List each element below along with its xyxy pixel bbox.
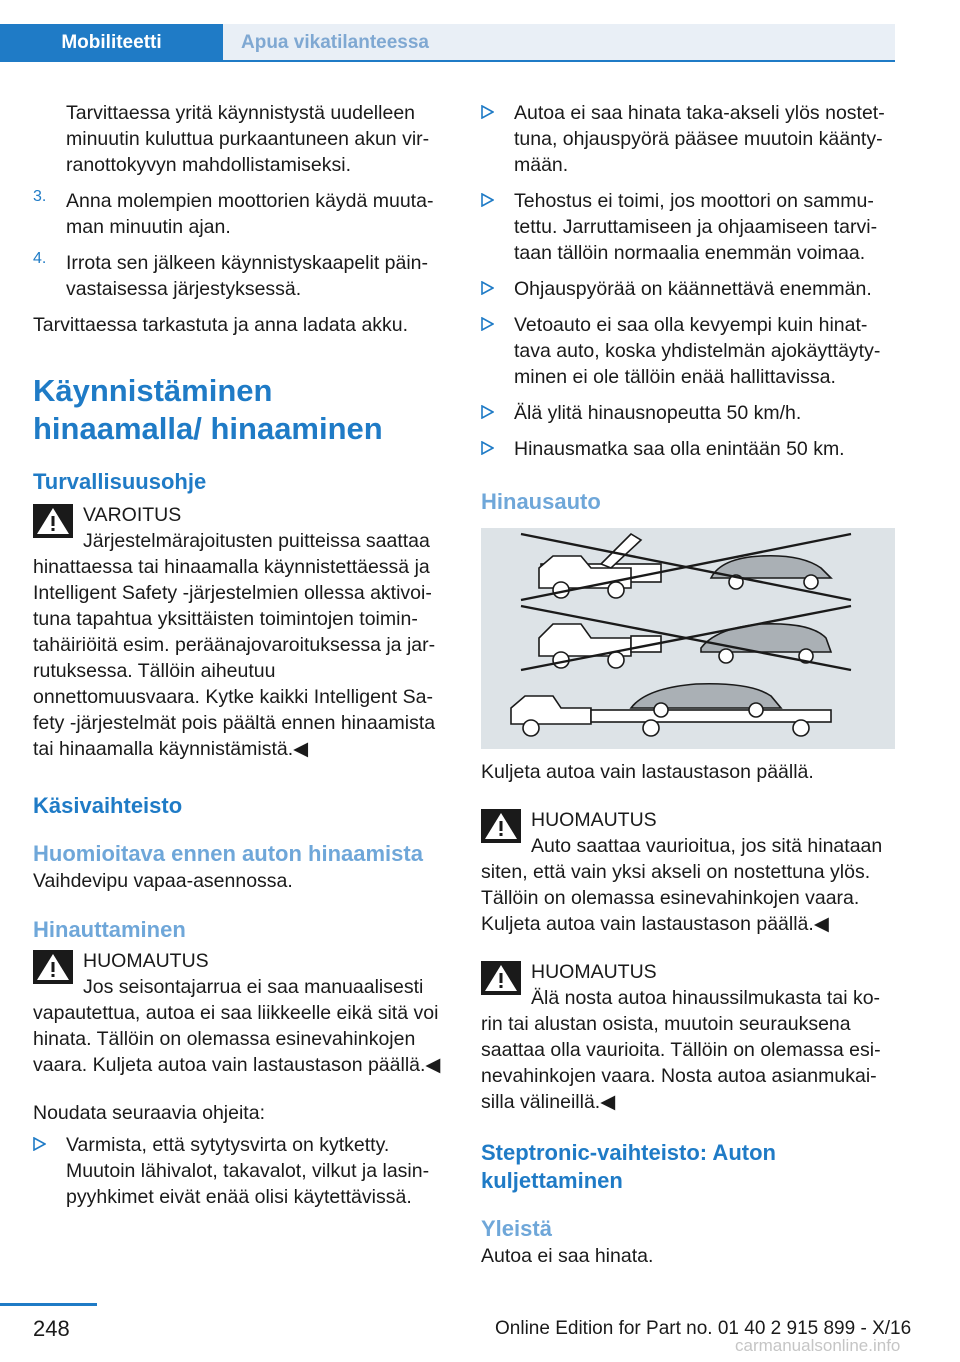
warning-text: Jos seisontajarrua ei saa manuaalisesti vapautettua, autoa ei saa liikkeelle eikä sitä voi hinata. Tällöin on olemassa esinevahinkojen vaara. Kuljeta autoa vain lastaustason päällä.◀ [33, 976, 441, 1076]
warning-block [481, 959, 895, 1115]
triangle-bullet-icon [481, 405, 494, 419]
warning-icon [33, 504, 73, 538]
left-column [33, 100, 446, 1220]
warning-text: Älä nosta autoa hinaussilmukasta tai korin tai alustan osista, muutoin seurauksena saattaa olla vaurioita. Tällöin on olemassa esinevahinkojen vaara. Nosta autoa asianmukaisilla välineillä.◀ [481, 987, 881, 1113]
warning-text: Auto saattaa vaurioitua, jos sitä hinataan siten, että vain yksi akseli on nostettuna ylös. Tällöin on olemassa esinevahinkojen vaara. Kuljeta autoa vain lastaustason päällä.◀ [481, 835, 883, 935]
step-number: 4. [33, 250, 47, 267]
subheading-steptronic: Steptronic-vaihteisto: Auton kuljettaminen [481, 1140, 776, 1193]
triangle-bullet-icon [481, 193, 494, 207]
warning-block [33, 948, 446, 1078]
warning-block [481, 807, 895, 937]
warning-icon [33, 950, 73, 984]
triangle-bullet-icon [481, 281, 494, 295]
list-item-text: Varmista, että sytytysvirta on kytketty. Muutoin lähivalot, takavalot, vilkut ja lasinpyyhkimet eivät enää olisi käytettävissä. [66, 1134, 430, 1208]
step-text: Anna molempien moottorien käydä muutaman minuutin ajan. [66, 190, 434, 238]
header-subsection-tab: Apua vikatilanteessa [223, 24, 895, 61]
after-steps-text: Tarvittaessa tarkastuta ja anna ladata akku. [33, 314, 409, 336]
page-number: 248 [33, 1316, 70, 1341]
list-item [481, 400, 895, 426]
triangle-bullet-icon [481, 441, 494, 455]
warning-icon [481, 809, 521, 843]
list-item [481, 100, 895, 178]
triangle-bullet-icon [481, 317, 494, 331]
list-item-text: Älä ylitä hinausnopeutta 50 km/h. [514, 402, 802, 424]
intro-continuation: Tarvittaessa yritä käynnistystä uudelleen minuutin kuluttua purkaantuneen akun virranottokyvyn mahdollistamiseksi. [66, 102, 430, 176]
watermark: carmanualsonline.info [735, 1336, 901, 1355]
warning-title: HUOMAUTUS [531, 809, 657, 831]
list-item [481, 276, 895, 302]
edition-note: Online Edition for Part no. 01 40 2 915 899 - X/16 [495, 1318, 912, 1339]
warning-text: Järjestelmärajoitusten puitteissa saattaa hinattaessa tai hinaamalla käynnistettäessä ja Intelligent Safety -järjestelmien ollessa aktivoituna tapahtua yksittäisten toimintojen toimintahäiriöitä esim. peräänajovaroituksessa ja jarrutuksessa. Tällöin aiheutuu onnettomuusvaara. Kytke kaikki Intelligent Safety -järjestelmät pois päältä ennen hinaamista tai hinaamalla käynnistämistä.◀ [33, 530, 436, 760]
tow-truck-illustration [481, 528, 895, 749]
general-text: Autoa ei saa hinata. [481, 1245, 654, 1267]
warning-title: HUOMAUTUS [531, 961, 657, 983]
step-text: Irrota sen jälkeen käynnistyskaapelit päinvastaisessa järjestyksessä. [66, 252, 429, 300]
list-item [481, 436, 895, 462]
warning-icon [481, 961, 521, 995]
step-number: 3. [33, 188, 47, 205]
follow-text: Noudata seuraavia ohjeita: [33, 1102, 265, 1124]
subheading-general: Yleistä [481, 1216, 552, 1241]
step-item [33, 250, 446, 302]
tow-truck-figure [481, 528, 895, 749]
warning-title: VAROITUS [83, 504, 182, 526]
list-item [481, 188, 895, 266]
warning-title: HUOMAUTUS [83, 950, 209, 972]
subheading-safety: Turvallisuusohje [33, 469, 207, 494]
subheading-note: Huomioitava ennen auton hinaamista [33, 841, 423, 866]
subheading-tow-truck: Hinausauto [481, 489, 601, 514]
triangle-bullet-icon [481, 105, 494, 119]
subheading-manual: Käsivaihteisto [33, 793, 183, 818]
header-rule [0, 60, 895, 62]
page-header [0, 0, 895, 62]
right-column [481, 100, 895, 1269]
list-item-text: Vetoauto ei saa olla kevyempi kuin hinattava auto, koska yhdistelmän ajokäyttäytyminen ei ole tällöin enää hallittavissa. [514, 314, 881, 388]
list-item [33, 1132, 446, 1210]
note-text: Vaihdevipu vapaa-asennossa. [33, 870, 293, 892]
header-section-tab: Mobiliteetti [0, 24, 223, 61]
figure-caption: Kuljeta autoa vain lastaustason päällä. [481, 761, 814, 783]
warning-block [33, 502, 446, 762]
list-item-text: Tehostus ei toimi, jos moottori on sammutettu. Jarruttamiseen ja ohjaamiseen tarvitaan tällöin normaalia enemmän voimaa. [514, 190, 878, 264]
list-item-text: Hinausmatka saa olla enintään 50 km. [514, 438, 845, 460]
triangle-bullet-icon [33, 1137, 46, 1151]
footer-rule [0, 1303, 97, 1306]
list-item-text: Ohjauspyörää on käännettävä enemmän. [514, 278, 872, 300]
step-item [33, 188, 446, 240]
list-item [481, 312, 895, 390]
section-heading: Käynnistäminen hinaamalla/ hinaaminen [33, 373, 383, 446]
subheading-towing: Hinauttaminen [33, 917, 186, 942]
list-item-text: Autoa ei saa hinata taka-akseli ylös nostettuna, ohjauspyörä pääsee muutoin kääntymään. [514, 102, 885, 176]
